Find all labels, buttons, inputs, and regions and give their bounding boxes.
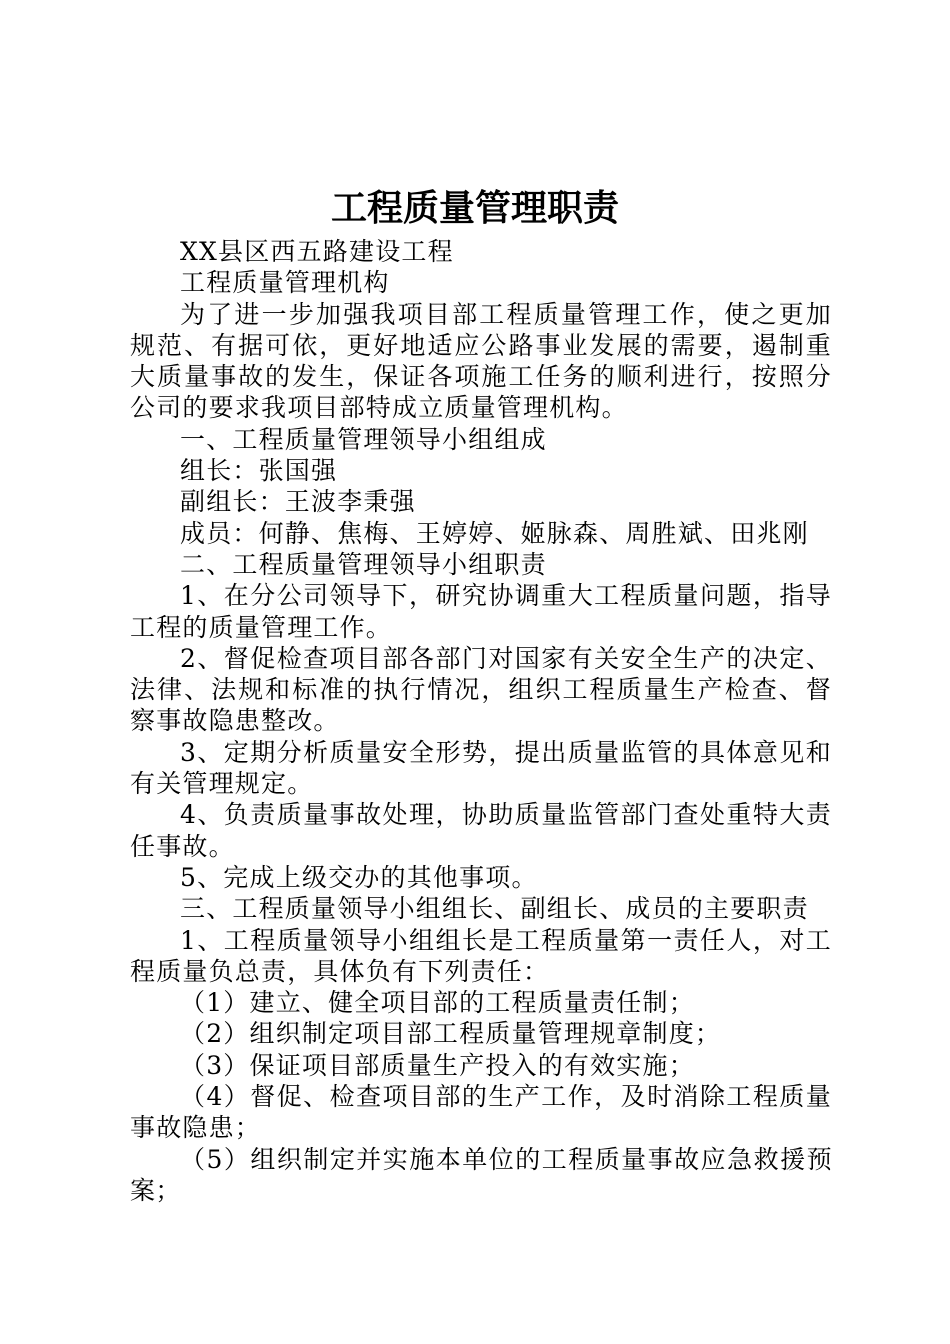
document-title: 工程质量管理职责 bbox=[330, 187, 619, 229]
project-name: XX县区西五路建设工程 bbox=[180, 237, 454, 266]
duty-item-5: 5、完成上级交办的其他事项。 bbox=[180, 862, 538, 892]
deputy-leader: 副组长：王波李秉强 bbox=[180, 487, 416, 517]
duty-item-2: 2、督促检查项目部各部门对国家有关安全生产的决定、法律、法规和标准的执行情况，组织工程质量生产检查、督察事故隐患整改。 bbox=[130, 643, 832, 736]
leader-duty-3: （3）保证项目部质量生产投入的有效实施； bbox=[180, 1050, 695, 1080]
leader-duty-4: （4）督促、检查项目部的生产工作，及时消除工程质量事故隐患； bbox=[130, 1082, 832, 1143]
team-leader: 组长：张国强 bbox=[180, 456, 338, 486]
intro-paragraph: 为了进一步加强我项目部工程质量管理工作，使之更加规范、有据可依，更好地适应公路事业发展的需要，遏制重大质量事故的发生，保证各项施工任务的顺利进行，按照分公司的要求我项目部特成立质量管理机构。 bbox=[130, 299, 832, 423]
duty-item-4: 4、负责质量事故处理，协助质量监管部门查处重特大责任事故。 bbox=[130, 800, 832, 861]
leader-duty-2: （2）组织制定项目部工程质量管理规章制度； bbox=[180, 1019, 722, 1049]
section-heading-3: 三、工程质量领导小组组长、副组长、成员的主要职责 bbox=[180, 894, 809, 924]
duty-item-3: 3、定期分析质量安全形势，提出质量监管的具体意见和有关管理规定。 bbox=[130, 737, 832, 799]
section-heading-2: 二、工程质量管理领导小组职责 bbox=[180, 549, 547, 579]
organization-heading: 工程质量管理机构 bbox=[180, 268, 390, 298]
leader-duty-5: （5）组织制定并实施本单位的工程质量事故应急救援预案； bbox=[130, 1144, 832, 1205]
section-heading-1: 一、工程质量管理领导小组组成 bbox=[180, 424, 547, 454]
document-body bbox=[130, 236, 832, 1206]
duty-item-1: 1、在分公司领导下，研究协调重大工程质量问题，指导工程的质量管理工作。 bbox=[130, 581, 832, 642]
leader-duty-intro: 1、工程质量领导小组组长是工程质量第一责任人，对工程质量负总责，具体负有下列责任： bbox=[130, 925, 832, 986]
leader-duty-1: （1）建立、健全项目部的工程质量责任制； bbox=[180, 988, 695, 1018]
team-members: 成员：何静、焦梅、王婷婷、姬脉森、周胜斌、田兆刚 bbox=[180, 518, 809, 548]
